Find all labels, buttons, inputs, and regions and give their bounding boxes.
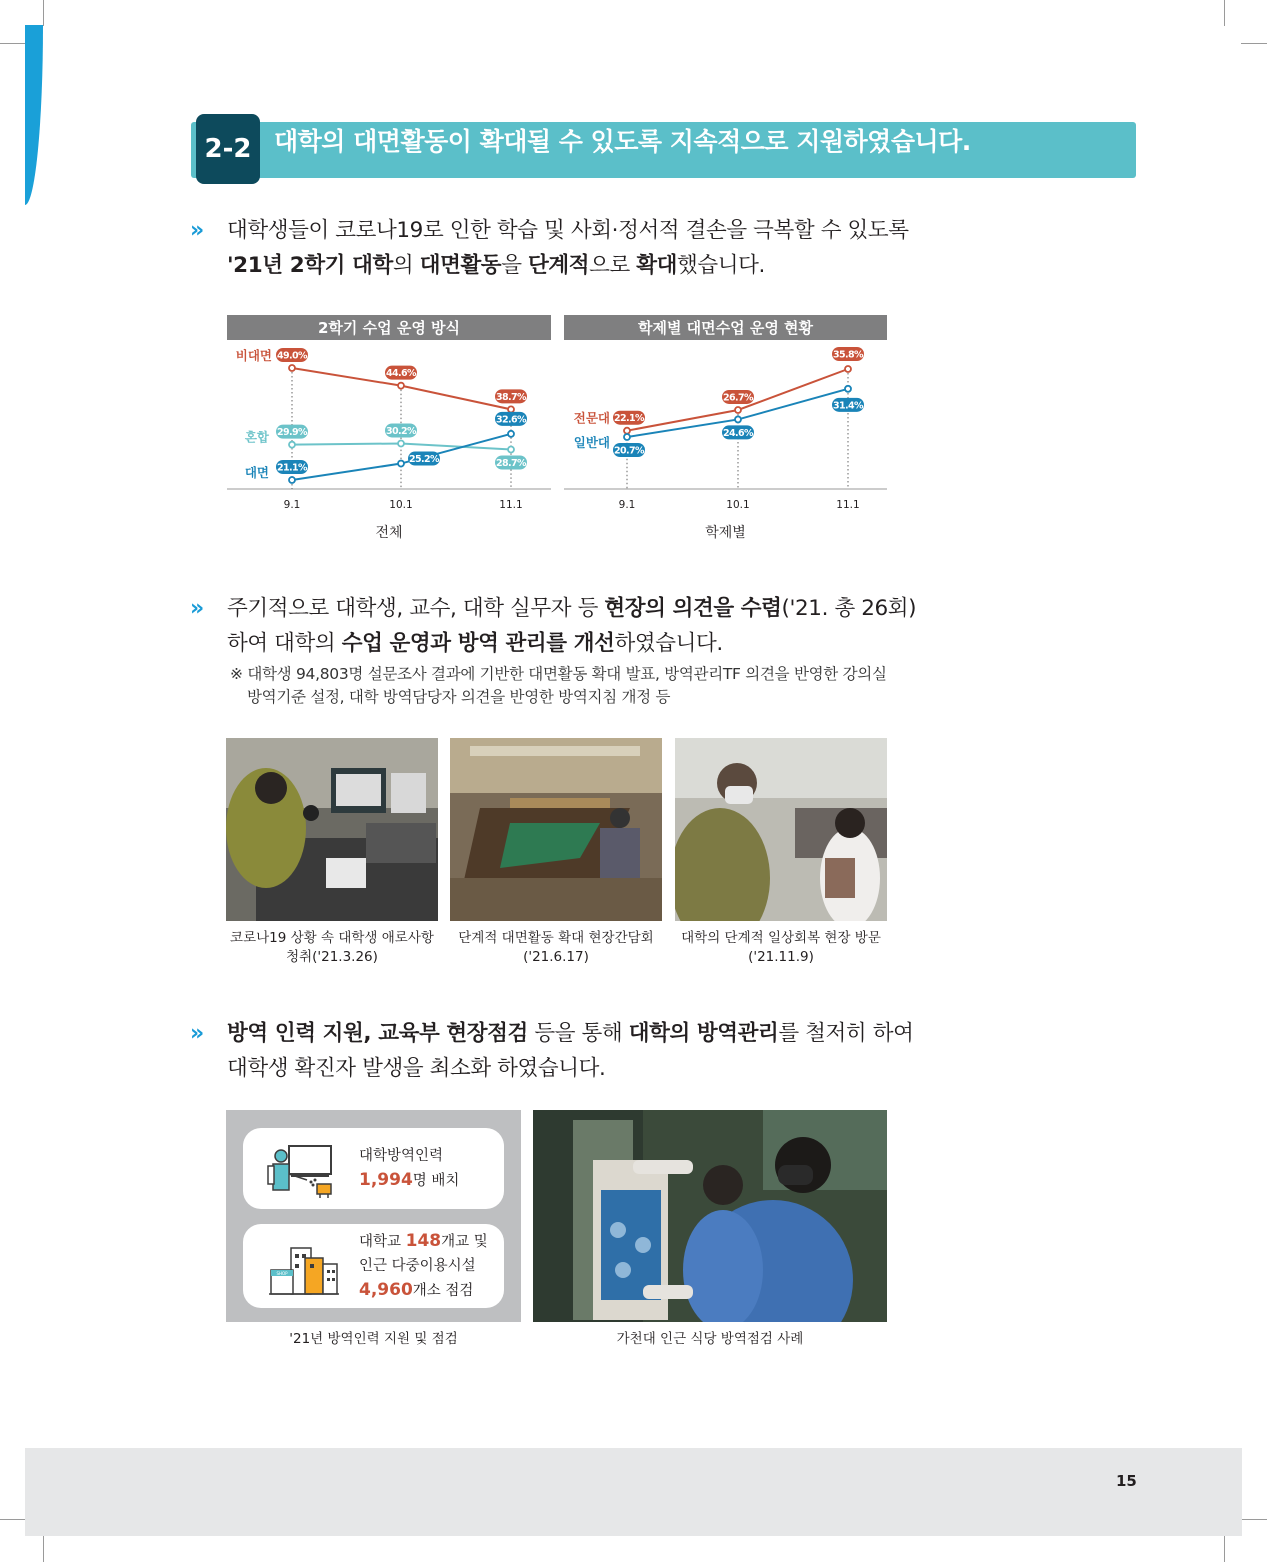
university-count: 148 [405,1231,442,1251]
chart-2-point [624,434,630,440]
chart-2-point [624,428,630,434]
page-number: 15 [1116,1472,1137,1490]
photo-3-caption-line-1: 대학의 단계적 일상회복 현장 방문 [681,930,881,946]
chart-1-point [508,446,514,452]
chart-1-point [289,442,295,448]
paragraph-2-line-2: 하여 대학의 수업 운영과 방역 관리를 개선하였습니다. [227,631,723,656]
stat-card-2-prefix: 대학교 [359,1234,406,1250]
photo-2-caption-line-2: ('21.6.17) [523,949,589,965]
photo-1-caption-line-1: 코로나19 상황 속 대학생 애로사항 [230,930,434,946]
bullet-icon: » [190,596,199,621]
chart-1-point [398,440,404,446]
paragraph-3 [227,1016,913,1086]
photo-2-caption-line-1: 단계적 대면활동 확대 현장간담회 [458,930,654,946]
stat-card-1-text [359,1144,459,1193]
crop-mark [0,1519,26,1520]
page-footer [25,1448,1242,1536]
stat-card-1-label: 대학방역인력 [359,1148,444,1164]
photo-1-caption [216,929,448,967]
chart-2-plot [564,342,887,512]
chart-2-data-label: 35.8% [833,349,863,361]
crop-mark [1224,1536,1225,1562]
chart-1-point [508,431,514,437]
stat-card-2-line-2: 인근 다중이용시설 [359,1258,476,1274]
chart-1-data-label: 30.2% [386,425,416,437]
chart-2-data-label: 24.6% [723,427,753,439]
note-line-2: 방역기준 설정, 대학 방역담당자 의견을 반영한 방역지침 개정 등 [247,688,671,706]
personnel-count: 1,994 [359,1170,413,1190]
section-title: 대학의 대면활동이 확대될 수 있도록 지속적으로 지원하였습니다. [274,127,971,156]
photo-student-meeting [226,738,438,921]
chart-1-data-label: 25.2% [409,454,439,466]
page-edge-tab [25,25,43,205]
photo-1-caption-line-2: 청취('21.3.26) [286,949,378,965]
chart-1-data-label: 32.6% [496,414,526,426]
stat-card-2-unit: 개교 및 [441,1234,488,1250]
stats-panel-caption: '21년 방역인력 지원 및 점검 [289,1331,458,1347]
photo-4-caption: 가천대 인근 식당 방역점검 사례 [616,1331,804,1347]
chart-2-point [845,366,851,372]
chart-1-series-name: 대면 [244,465,269,480]
chart-1-data-label: 49.0% [277,350,307,362]
paragraph-2-note [230,663,887,709]
stat-card-2-line-3 [359,1278,488,1303]
photo-3-caption [665,929,897,967]
stat-card-2-unit-2: 개소 점검 [412,1283,474,1299]
chart-2-point [845,386,851,392]
bullet-icon: » [190,1021,199,1046]
paragraph-3-line-1: 방역 인력 지원, 교육부 현장점검 등을 통해 대학의 방역관리를 철저히 하여 [227,1021,914,1046]
bullet-icon: » [190,218,199,243]
chart-1-plot [227,342,551,512]
chart-1-data-label: 28.7% [496,457,526,469]
facility-count: 4,960 [359,1280,413,1300]
crop-mark [0,43,26,44]
chart-2-title: 학제별 대면수업 운영 현황 [564,315,887,340]
photo-3-caption-line-2: ('21.11.9) [748,949,814,965]
crop-mark [43,0,44,26]
chart-1-data-label: 38.7% [496,391,526,403]
crop-mark [1224,0,1225,26]
chart-1-data-label: 44.6% [386,368,416,380]
chart-1-title: 2학기 수업 운영 방식 [227,315,551,340]
stat-card-inspection [243,1224,504,1308]
chart-2-series-name: 일반대 [573,435,610,450]
paragraph-1-line-1: 대학생들이 코로나19로 인한 학습 및 사회·정서적 결손을 극복할 수 있도록 [227,218,909,243]
chart-1-tick-label: 9.1 [283,499,301,511]
chart-2-data-label: 22.1% [614,413,644,425]
crop-mark [1241,43,1267,44]
chart-2-data-label: 20.7% [614,445,644,457]
chart-2-xlabel: 학제별 [705,525,746,541]
chart-2-data-label: 26.7% [723,392,753,404]
stat-card-2-line-1 [359,1229,488,1254]
paragraph-1-line-2: '21년 2학기 대학의 대면활동을 단계적으로 확대했습니다. [227,253,765,278]
chart-1-point [508,406,514,412]
stat-card-1-value-line [359,1168,459,1193]
shop-sign-label: SHOP [276,1271,288,1276]
chart-1-xlabel: 전체 [375,525,403,541]
stat-card-1-unit: 명 배치 [412,1173,460,1189]
chart-2-series-name: 전문대 [573,410,610,426]
crop-mark [1241,1519,1267,1520]
photo-conference-room [450,738,662,921]
chart-2-point [735,416,741,422]
disinfection-worker-icon [267,1140,337,1198]
buildings-icon [269,1244,339,1296]
photo-restaurant-inspection [533,1110,887,1322]
paragraph-2 [227,591,916,661]
chart-1-point [398,383,404,389]
chart-2-tick-label: 9.1 [618,499,636,511]
paragraph-2-line-1: 주기적으로 대학생, 교수, 대학 실무자 등 현장의 의견을 수렴('21. 총 26회) [227,596,917,621]
chart-1-tick-label: 10.1 [389,499,413,511]
photo-2-caption [440,929,672,967]
chart-2-point [735,407,741,413]
chart-2-data-label: 31.4% [833,400,863,412]
paragraph-1 [227,213,909,283]
note-line-1: ※ 대학생 94,803명 설문조사 결과에 기반한 대면활동 확대 발표, 방역관리TF 의견을 반영한 강의실 [230,665,887,683]
stat-card-2-text [359,1229,488,1303]
chart-1-data-label: 21.1% [277,462,307,474]
chart-1-point [289,365,295,371]
paragraph-3-line-2: 대학생 확진자 발생을 최소화 하였습니다. [227,1056,606,1081]
chart-1-series-name: 비대면 [235,348,272,363]
section-number: 2-2 [196,114,260,184]
chart-1-data-label: 29.9% [277,427,307,439]
crop-mark [43,1536,44,1562]
photo-campus-visit [675,738,887,921]
chart-2-tick-label: 11.1 [836,499,860,511]
chart-1-tick-label: 11.1 [499,499,523,511]
chart-1-point [289,477,295,483]
chart-1-point [398,461,404,467]
stat-card-personnel [243,1128,504,1209]
chart-1-series-name: 혼합 [244,429,269,445]
chart-2-tick-label: 10.1 [726,499,750,511]
